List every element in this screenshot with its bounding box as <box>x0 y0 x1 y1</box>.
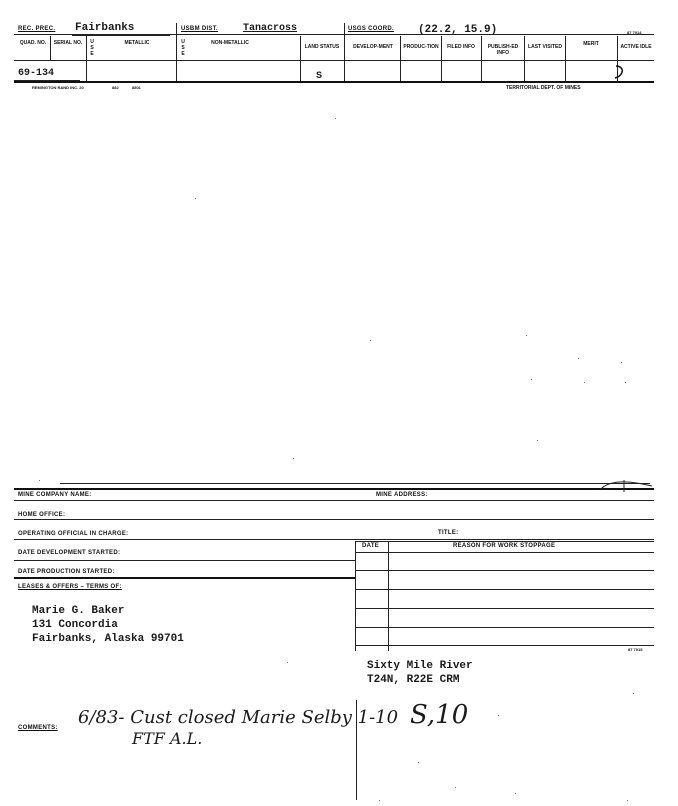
table-row-5 <box>355 627 654 628</box>
col-published-info: PUBLISH-ED INFO <box>487 44 519 56</box>
col-div-8 <box>565 36 566 81</box>
col-div-2 <box>86 36 87 81</box>
col-div-5 <box>441 36 442 81</box>
table-row-6 <box>355 645 654 646</box>
col-production: PRODUC-TION <box>403 44 439 50</box>
divider-usgs <box>344 23 345 81</box>
lessee-line-3: Fairbanks, Alaska 99701 <box>32 633 184 645</box>
col-filed-info: FILED INFO <box>447 44 475 50</box>
mine-company-name-label: MINE COMPANY NAME: <box>18 492 92 498</box>
date-header: DATE <box>362 543 380 549</box>
usgs-coord-value: (22.2, 15.9) <box>418 24 498 36</box>
location-line-1: Sixty Mile River <box>367 660 473 672</box>
table-row-2 <box>355 570 654 571</box>
col-land-status: LAND STATUS <box>304 44 340 50</box>
lessee-line-2: 131 Concordia <box>32 619 118 631</box>
rule-date-header-top <box>355 541 654 542</box>
columns-bottom-rule <box>14 60 654 61</box>
reason-header: REASON FOR WORK STOPPAGE <box>453 543 556 549</box>
rule-official <box>14 539 654 540</box>
lower-frame-top <box>14 488 654 490</box>
printer-code-1: 882 <box>112 85 119 90</box>
col-use-left-1: U <box>90 39 94 45</box>
lower-top-rule <box>60 483 650 484</box>
land-status-value: S <box>316 71 323 82</box>
col-quad-no: QUAD. NO. <box>19 40 47 46</box>
date-production-started-label: DATE PRODUCTION STARTED: <box>18 569 115 575</box>
rule-dev-started <box>14 560 355 561</box>
mine-address-label: MINE ADDRESS: <box>376 492 428 498</box>
title-label: TITLE: <box>438 530 459 536</box>
col-use-left-2: S <box>90 45 94 51</box>
col-use-right-3: E <box>181 51 185 57</box>
location-line-2: T24N, R22E CRM <box>367 674 460 686</box>
col-last-visited: LAST VISITED <box>528 44 562 50</box>
form-number-top: 87 7914 <box>627 30 642 35</box>
col-div-7 <box>524 36 525 81</box>
col-div-3 <box>300 36 301 81</box>
col-serial-no: SERIAL NO. <box>53 40 83 46</box>
row-bottom-rule <box>14 81 654 83</box>
printer-credit: REMINGTON RAND INC. 20 <box>32 85 84 90</box>
comments-label: COMMENTS: <box>18 725 58 731</box>
table-left-border <box>355 541 356 651</box>
handwritten-code: S,10 <box>410 700 469 730</box>
date-development-started-label: DATE DEVELOPMENT STARTED: <box>18 550 121 556</box>
usbm-dist-label: USBM DIST. <box>181 26 219 32</box>
rec-prec-value: Fairbanks <box>75 22 135 34</box>
table-row-1 <box>355 552 654 553</box>
home-office-label: HOME OFFICE: <box>18 512 66 518</box>
dept-credit: TERRITORIAL DEPT. OF MINES <box>506 85 581 91</box>
rule-home-office <box>14 519 654 520</box>
col-use-right-2: S <box>181 45 185 51</box>
operating-official-label: OPERATING OFFICIAL IN CHARGE: <box>18 531 129 537</box>
leases-offers-label: LEASES & OFFERS – TERMS OF: <box>18 584 122 590</box>
divider-usbm <box>176 23 177 81</box>
corner-curl-icon <box>598 478 654 498</box>
col-use-right-1: U <box>181 39 185 45</box>
col-development: DEVELOP-MENT <box>353 44 393 50</box>
table-row-4 <box>355 608 654 609</box>
lessee-line-1: Marie G. Baker <box>32 605 125 617</box>
serial-value: 69-134 <box>18 68 55 79</box>
table-row-3 <box>355 589 654 590</box>
usgs-coord-label: USGS COORD. <box>348 26 394 32</box>
form-number-bottom: 87 7915 <box>628 647 643 652</box>
col-metallic: METALLIC <box>124 40 150 46</box>
col-div-6 <box>481 36 482 81</box>
printer-code-2: 8801 <box>132 85 141 90</box>
table-date-divider <box>388 541 389 651</box>
col-active-idle: ACTIVE IDLE <box>620 44 652 50</box>
col-div-1 <box>50 36 51 60</box>
comments-handwriting-2: FTF A.L. <box>132 729 203 748</box>
usbm-dist-value: Tanacross <box>243 23 298 34</box>
col-non-metallic: NON-METALLIC <box>211 40 249 46</box>
col-merit: MERIT <box>583 41 599 47</box>
rule-prod-started <box>14 577 355 579</box>
serial-underline <box>14 80 80 81</box>
rule-company <box>14 500 654 501</box>
col-use-left-3: E <box>90 51 94 57</box>
comments-handwriting-1: 6/83- Cust closed Marie Selby 1-10 <box>78 707 399 728</box>
active-idle-mark-icon <box>612 63 628 81</box>
col-div-4 <box>400 36 401 81</box>
rec-prec-label: REC. PREC. <box>18 26 56 32</box>
